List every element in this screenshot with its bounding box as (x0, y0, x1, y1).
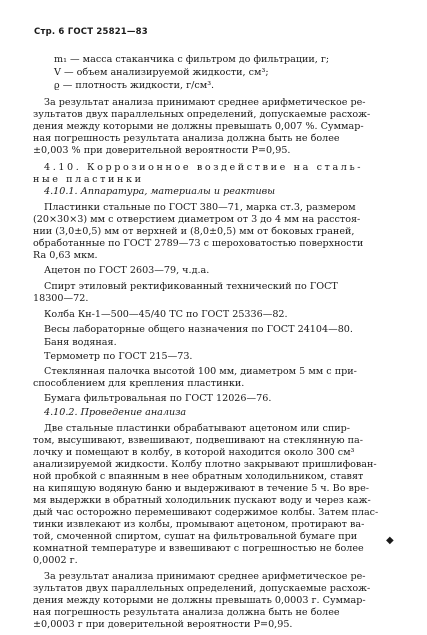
paragraph-line: способлением для крепления пластинки. (33, 378, 245, 389)
paragraph-line: Ra 0,63 мкм. (33, 250, 98, 261)
paragraph-line: За результат анализа принимают среднее арифметическое ре- (44, 97, 366, 108)
paragraph-line: 0,0002 г. (33, 555, 78, 566)
paragraph-line: обработанные по ГОСТ 2789—73 с шероховатостью поверхности (33, 238, 364, 249)
paragraph-line: Весы лабораторные общего назначения по ГОСТ 24104—80. (44, 324, 353, 335)
paragraph-line: комнатной температуре и взвешивают с погрешностью не более (33, 543, 364, 554)
subsection-heading: 4.10.2. Проведение анализа (44, 407, 187, 418)
formula-legend-v: V — объем анализируемой жидкости, см³; (54, 67, 269, 78)
paragraph-line: Пластинки стальные по ГОСТ 380—71, марка ст.3, размером (44, 202, 356, 213)
paragraph-line: (20×30×3) мм с отверстием диаметром от 3 до 4 мм на расстоя- (33, 214, 361, 225)
paragraph-line: нии (3,0±0,5) мм от верхней и (8,0±0,5) мм от боковых граней, (33, 226, 355, 237)
paragraph-line: Бумага фильтровальная по ГОСТ 12026—76. (44, 393, 272, 404)
paragraph-line: том, высушивают, взвешивают, подвешивают на стеклянную па- (33, 435, 363, 446)
paragraph-line: анализируемой жидкости. Колбу плотно закрывают пришлифован- (33, 459, 377, 470)
paragraph-line: той, смоченной спиртом, сушат на фильтровальной бумаге при (33, 531, 358, 542)
paragraph-line: лочку и помещают в колбу, в которой находится около 300 см³ (33, 447, 355, 458)
paragraph-line: Баня водяная. (44, 337, 117, 348)
paragraph-line: зультатов двух параллельных определений, допускаемые расхож- (33, 109, 371, 120)
paragraph-line: Две стальные пластинки обрабатывают ацетоном или спир- (44, 423, 351, 434)
paragraph-line: 18300—72. (33, 293, 89, 304)
paragraph-line: За результат анализа принимают среднее арифметическое ре- (44, 571, 366, 582)
paragraph-line: дения между которыми не должны превышать 0,0003 г. Суммар- (33, 595, 366, 606)
page-header: Стр. 6 ГОСТ 25821—83 (34, 27, 148, 37)
paragraph-line: ±0,0003 г при доверительной вероятности P=0,95. (33, 619, 293, 630)
paragraph-line: Термометр по ГОСТ 215—73. (44, 351, 193, 362)
paragraph-line: ная погрешность результата анализа должна быть не более (33, 133, 340, 144)
paragraph-line: ±0,003 % при доверительной вероятности P=0,95. (33, 145, 291, 156)
paragraph-line: мя выдержки в обратный холодильник пускают воду и через каж- (33, 495, 371, 506)
paragraph-line: Стеклянная палочка высотой 100 мм, диаметром 5 мм с при- (44, 366, 357, 377)
paragraph-line: ная погрешность результата анализа должна быть не более (33, 607, 340, 618)
paragraph-line: Ацетон по ГОСТ 2603—79, ч.д.а. (44, 265, 210, 276)
paragraph-line: дения между которыми не должны превышать 0,007 %. Суммар- (33, 121, 364, 132)
formula-legend-m1: m₁ — масса стаканчика с фильтром до фильтрации, г; (54, 54, 330, 65)
margin-mark: ◆ (386, 535, 394, 546)
paragraph-line: зультатов двух параллельных определений, допускаемые расхож- (33, 583, 371, 594)
paragraph-line: дый час осторожно перемешивают содержимое колбы. Затем плас- (33, 507, 379, 518)
paragraph-line: Колба Кн-1—500—45/40 ТС по ГОСТ 25336—82. (44, 309, 288, 320)
paragraph-line: тинки извлекают из колбы, промывают ацетоном, протирают ва- (33, 519, 365, 530)
formula-legend-rho: ϱ — плотность жидкости, г/см³. (54, 80, 215, 91)
paragraph-line: Спирт этиловый ректификованный технический по ГОСТ (44, 281, 338, 292)
paragraph-line: на кипящую водяную баню и выдерживают в течение 5 ч. Во вре- (33, 483, 369, 494)
paragraph-line: ной пробкой с впаянным в нее обратным холодильником, ставят (33, 471, 364, 482)
section-heading: 4.10. Коррозионное воздействие на сталь- (44, 162, 364, 173)
section-heading: ные пластинки (33, 174, 144, 185)
subsection-heading: 4.10.1. Аппаратура, материалы и реактивы (44, 186, 276, 197)
